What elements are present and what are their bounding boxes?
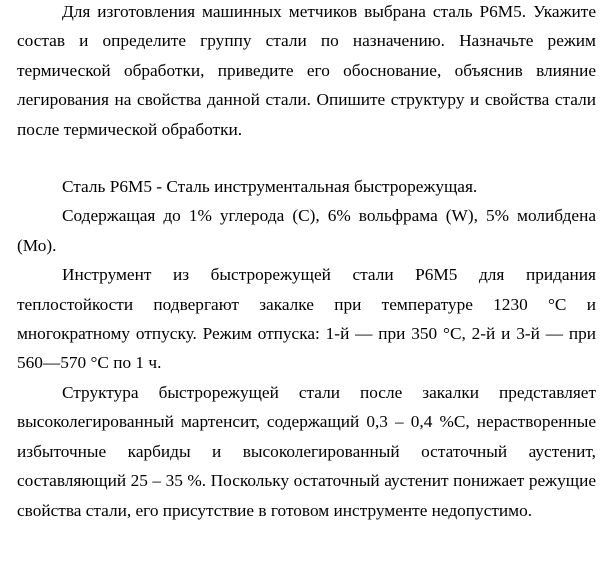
answer-composition: Содержащая до 1% углерода (С), 6% вольфрама (W), 5% молибдена (Мо). [17, 206, 596, 255]
answer-structure: Структура быстрорежущей стали после закалки представляет высоколегированный мартенсит, содержащий 0,3 – 0,4 %С, нерастворенные избыточные карбиды и высоколегированный остаточный аустенит, составляющий 25 – 35 %. Поскольку остаточный аустенит понижает режущие свойства стали, его присутствие в готовом инструменте недопустимо. [17, 382, 596, 520]
document-page [17, 0, 596, 525]
answer-steel-group: Сталь Р6М5 - Сталь инструментальная быстрорежущая. [62, 177, 478, 197]
task-paragraph: Для изготовления машинных метчиков выбрана сталь Р6М5. Укажите состав и определите группу стали по назначению. Назначьте режим термической обработки, приведите его обоснование, объяснив влияние легирования на свойства данной стали. Опишите структуру и свойства стали после термической обработки. [17, 2, 596, 139]
answer-heat-treatment: Инструмент из быстрорежущей стали Р6М5 для придания теплостойкости подвергают закалке при температуре 1230 °С и многократному отпуску. Режим отпуска: 1-й — при 350 °С, 2-й и 3-й — при 560—570 °С по 1 ч. [17, 265, 596, 373]
